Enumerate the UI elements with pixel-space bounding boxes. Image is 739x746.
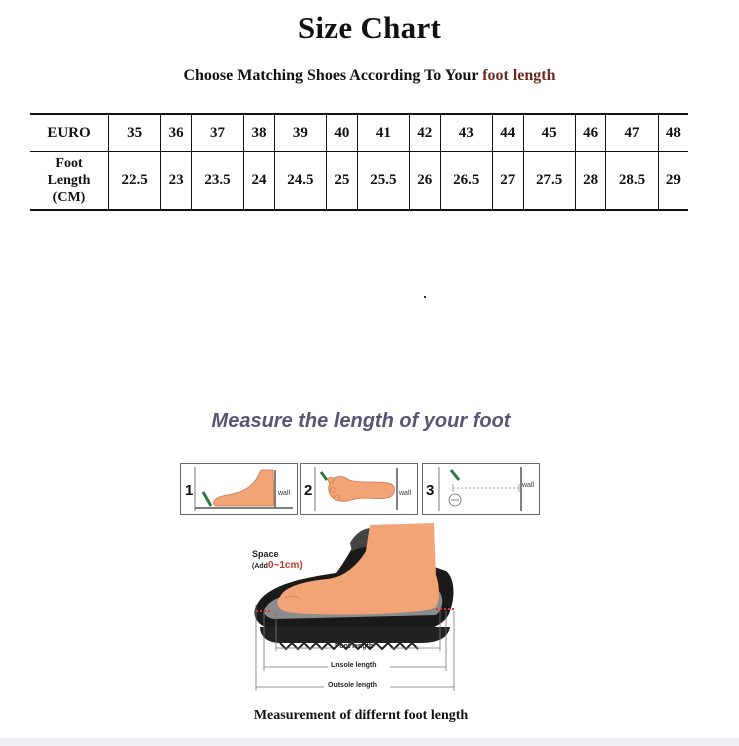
shoe-measurement-diagram xyxy=(240,515,480,705)
page-title: Size Chart xyxy=(297,10,442,45)
foot-length-cell: 23 xyxy=(161,152,192,211)
subtitle-accent: foot length xyxy=(482,67,556,84)
space-label: Space xyxy=(252,549,279,559)
step-3-panel xyxy=(422,463,540,515)
foot-top-icon xyxy=(301,464,417,514)
euro-size-cell: 46 xyxy=(575,114,606,152)
foot-length-label: Foot length xyxy=(335,643,374,650)
euro-row xyxy=(30,114,688,152)
euro-size-cell: 41 xyxy=(357,114,409,152)
euro-size-cell: 47 xyxy=(606,114,658,152)
diagram-caption: Measurement of differnt foot length xyxy=(253,708,469,723)
step-1-panel xyxy=(180,463,298,515)
foot-length-cell: 22.5 xyxy=(109,152,161,211)
space-add-label xyxy=(252,560,303,571)
step-3-wall-label: wall xyxy=(522,482,535,489)
euro-size-cell: 42 xyxy=(409,114,440,152)
ruler-measure-icon xyxy=(423,464,539,514)
bottom-strip xyxy=(0,738,739,746)
foot-length-cell: 26.5 xyxy=(440,152,492,211)
euro-size-cell: 40 xyxy=(327,114,358,152)
space-add-prefix: (Add xyxy=(252,563,268,570)
foot-side-icon xyxy=(181,464,297,514)
space-add-value: 0~1cm) xyxy=(267,560,303,571)
euro-size-cell: 37 xyxy=(191,114,243,152)
step-2-panel xyxy=(300,463,418,515)
euro-size-cell: 45 xyxy=(523,114,575,152)
foot-length-cell: 23.5 xyxy=(191,152,243,211)
step-2-number: 2 xyxy=(304,482,313,499)
euro-size-cell: 38 xyxy=(244,114,275,152)
step-1-number: 1 xyxy=(185,482,194,499)
euro-size-cell: 39 xyxy=(274,114,326,152)
foot-length-label xyxy=(30,152,109,211)
foot-length-label-line: Foot xyxy=(55,156,83,171)
euro-size-cell: 44 xyxy=(492,114,523,152)
euro-size-cell: 43 xyxy=(440,114,492,152)
subtitle-text: Choose Matching Shoes According To Your xyxy=(183,67,483,84)
step-2-wall-label: wall xyxy=(399,490,412,497)
foot-length-cell: 27 xyxy=(492,152,523,211)
subtitle xyxy=(0,67,739,85)
euro-size-cell: 36 xyxy=(161,114,192,152)
foot-length-row xyxy=(30,152,688,211)
outsole-length-label: Outsole length xyxy=(328,682,377,689)
foot-length-cell: 25.5 xyxy=(357,152,409,211)
foot-length-cell: 27.5 xyxy=(523,152,575,211)
size-table xyxy=(30,113,688,211)
foot-length-label-line: (CM) xyxy=(52,190,86,205)
foot-length-cell: 25 xyxy=(327,152,358,211)
foot-length-cell: 24 xyxy=(244,152,275,211)
step-3-number: 3 xyxy=(426,482,435,499)
foot-length-cell: 26 xyxy=(409,152,440,211)
foot-length-cell: 29 xyxy=(658,152,688,211)
measure-steps xyxy=(180,463,540,517)
foot-length-cell: 28.5 xyxy=(606,152,658,211)
measure-title: Measure the length of your foot xyxy=(211,410,511,432)
euro-size-cell: 35 xyxy=(109,114,161,152)
foot-length-label-line: Length xyxy=(47,173,91,188)
shoe-foot-illustration xyxy=(240,515,480,705)
foot-length-cell: 28 xyxy=(575,152,606,211)
stray-dot xyxy=(424,296,426,298)
insole-length-label: Lnsole length xyxy=(331,662,377,669)
euro-size-cell: 48 xyxy=(658,114,688,152)
euro-label: EURO xyxy=(30,114,109,152)
step-1-wall-label: wall xyxy=(278,490,291,497)
foot-length-cell: 24.5 xyxy=(274,152,326,211)
